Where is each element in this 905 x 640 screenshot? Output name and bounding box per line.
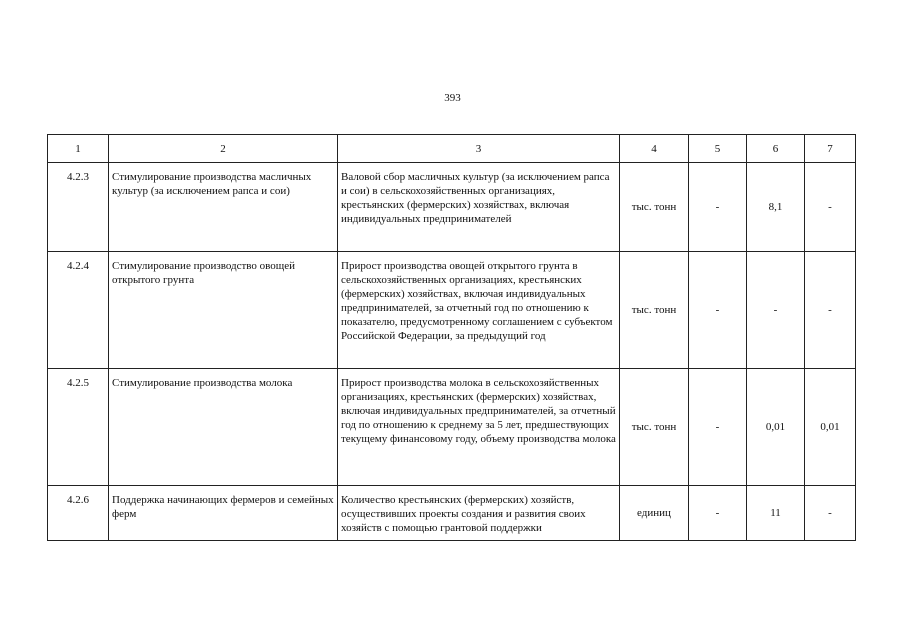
header-cell: 7 xyxy=(805,135,856,163)
header-cell: 6 xyxy=(747,135,805,163)
value-cell-7: - xyxy=(805,486,856,541)
value-cell-6: - xyxy=(747,252,805,369)
table-header-row xyxy=(48,135,856,163)
unit-cell: единиц xyxy=(620,486,689,541)
row-number-cell: 4.2.6 xyxy=(48,486,109,541)
value-cell-7: - xyxy=(805,163,856,252)
value-cell-6: 0,01 xyxy=(747,369,805,486)
header-cell: 3 xyxy=(338,135,620,163)
value-cell-7: 0,01 xyxy=(805,369,856,486)
measure-name-cell: Стимулирование производство овощей открытого грунта xyxy=(109,252,338,369)
row-number-cell: 4.2.5 xyxy=(48,369,109,486)
value-cell-5: - xyxy=(689,163,747,252)
measure-name-cell: Стимулирование производства масличных культур (за исключением рапса и сои) xyxy=(109,163,338,252)
indicator-cell: Количество крестьянских (фермерских) хозяйств, осуществивших проекты создания и развития своих хозяйств с помощью грантовой поддержки xyxy=(338,486,620,541)
header-cell: 4 xyxy=(620,135,689,163)
table-row xyxy=(48,163,856,252)
indicator-cell: Прирост производства молока в сельскохозяйственных организациях, крестьянских (фермерских) хозяйствах, включая индивидуальных предпринимателей, за отчетный год по отношению к среднему за 5 лет, предшествующих текущему финансовому году, объему производства молока xyxy=(338,369,620,486)
row-number-cell: 4.2.4 xyxy=(48,252,109,369)
header-cell: 1 xyxy=(48,135,109,163)
unit-cell: тыс. тонн xyxy=(620,252,689,369)
table-row xyxy=(48,252,856,369)
header-cell: 2 xyxy=(109,135,338,163)
header-cell: 5 xyxy=(689,135,747,163)
indicator-cell: Прирост производства овощей открытого грунта в сельскохозяйственных организациях, крестьянских (фермерских) хозяйствах, включая индивидуальных предпринимателей, за отчетный год по отношению к показателю, предусмотренному соглашением с субъектом Российской Федерации, за предыдущий год xyxy=(338,252,620,369)
value-cell-6: 8,1 xyxy=(747,163,805,252)
unit-cell: тыс. тонн xyxy=(620,369,689,486)
value-cell-5: - xyxy=(689,486,747,541)
page-number: 393 xyxy=(444,92,461,104)
table-row xyxy=(48,486,856,541)
value-cell-5: - xyxy=(689,369,747,486)
value-cell-5: - xyxy=(689,252,747,369)
indicator-cell: Валовой сбор масличных культур (за исключением рапса и сои) в сельскохозяйственных организациях, крестьянских (фермерских) хозяйствах, включая индивидуальных предпринимателей xyxy=(338,163,620,252)
value-cell-6: 11 xyxy=(747,486,805,541)
indicators-table xyxy=(47,134,856,541)
table-row xyxy=(48,369,856,486)
measure-name-cell: Стимулирование производства молока xyxy=(109,369,338,486)
row-number-cell: 4.2.3 xyxy=(48,163,109,252)
unit-cell: тыс. тонн xyxy=(620,163,689,252)
value-cell-7: - xyxy=(805,252,856,369)
measure-name-cell: Поддержка начинающих фермеров и семейных ферм xyxy=(109,486,338,541)
